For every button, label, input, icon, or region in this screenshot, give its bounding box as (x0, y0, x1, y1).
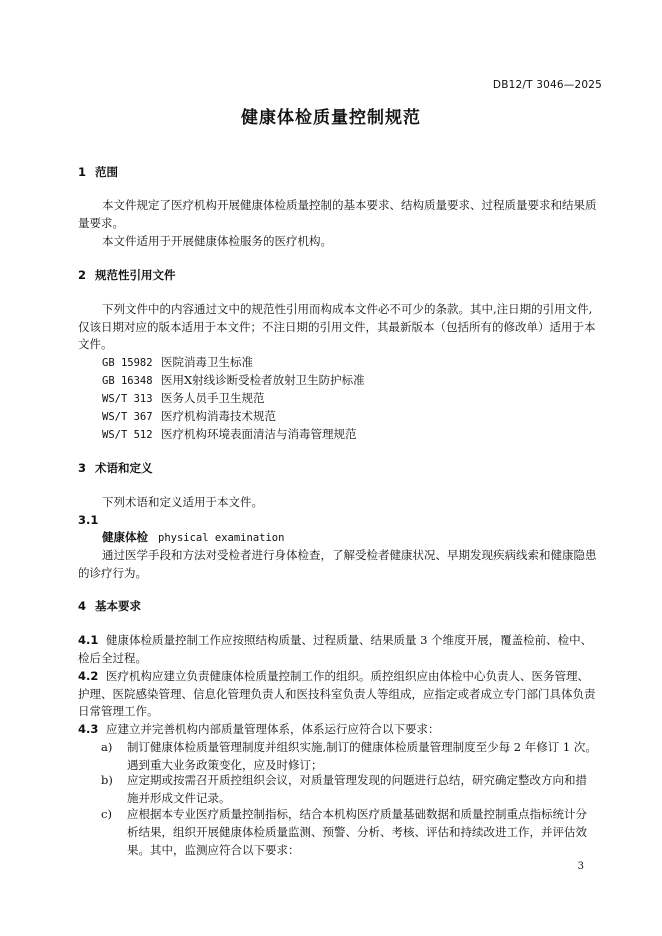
document-title: 健康体检质量控制规范 (241, 108, 421, 128)
list-item-text: 果。其中，监测应符合以下要求： (127, 843, 300, 857)
clause-4-1 (78, 632, 592, 648)
list-item-text: 遇到重大业务政策变化，应及时修订； (127, 758, 323, 772)
list-item-text: 应根据本专业医疗质量控制指标，结合本机构医疗质量基础数据和质量控制重点指标统计分 (127, 807, 587, 821)
standard-code: DB12/T 3046—2025 (492, 79, 602, 91)
paragraph-line: 本文件规定了医疗机构开展健康体检质量控制的基本要求、结构质量要求、过程质量要求和结果质 (102, 198, 597, 212)
clause-number: 4.3 (78, 722, 99, 736)
reference-item (102, 354, 253, 371)
clause-text: 应建立并完善机构内部质量管理体系，体系运行应符合以下要求： (106, 722, 440, 736)
reference-item (102, 372, 365, 389)
paragraph-line: 下列文件中的内容通过文中的规范性引用而构成本文件必不可少的条款。其中,注日期的引用文件, (102, 302, 593, 316)
reference-name: 医疗机构消毒技术规范 (161, 409, 276, 423)
definition-line: 通过医学手段和方法对受检者进行身体检查，了解受检者健康状况、早期发现疾病线索和健康隐患 (102, 548, 597, 562)
clause-4-2 (78, 668, 589, 684)
page-number: 3 (577, 861, 584, 872)
reference-name: 医疗机构环境表面清洁与消毒管理规范 (161, 427, 357, 441)
reference-item (102, 390, 265, 407)
paragraph-line: 日常管理工作。 (78, 704, 159, 718)
reference-item (102, 426, 357, 443)
paragraph-line: 护理、医院感染管理、信息化管理负责人和医技科室负责人等组成，应指定或者成立专门部门具体负责 (78, 687, 596, 701)
list-item-text: 析结果，组织开展健康体检质量监测、预警、分析、考核、评估和持续改进工作，并评估效 (127, 825, 587, 839)
term-chinese: 健康体检 (102, 530, 148, 544)
paragraph-line: 本文件适用于开展健康体检服务的医疗机构。 (102, 234, 332, 248)
section-title: 范围 (95, 165, 118, 179)
reference-code: WS/T 313 (102, 393, 153, 405)
section-title: 基本要求 (95, 599, 141, 613)
term-entry (102, 529, 284, 546)
paragraph-line: 检后全过程。 (78, 651, 147, 665)
section-title: 规范性引用文件 (95, 268, 176, 282)
reference-code: GB 16348 (102, 375, 153, 387)
clause-number: 4.2 (78, 669, 99, 683)
list-item-text: 制订健康体检质量管理制度并组织实施,制订的健康体检质量管理制度至少每 2 年修订 1 次。 (127, 740, 597, 754)
section-3-heading (78, 460, 153, 476)
paragraph-line: 下列术语和定义适用于本文件。 (102, 495, 263, 509)
reference-item (102, 408, 276, 425)
reference-code: WS/T 367 (102, 411, 153, 423)
section-number: 3 (78, 461, 87, 475)
section-number: 2 (78, 268, 87, 282)
list-item-label: b) (101, 773, 113, 787)
section-number: 4 (78, 599, 87, 613)
clause-text: 健康体检质量控制工作应按照结构质量、过程质量、结果质量 3 个维度开展，覆盖检前、检中、 (106, 633, 593, 647)
section-4-heading (78, 598, 141, 614)
list-item-label: c) (101, 807, 112, 821)
reference-name: 医务人员手卫生规范 (161, 391, 265, 405)
list-item-text: 应定期或按需召开质控组织会议，对质量管理发现的问题进行总结，研究确定整改方向和措 (127, 773, 587, 787)
paragraph-line: 仅该日期对应的版本适用于本文件；不注日期的引用文件，其最新版本（包括所有的修改单）适用于本 (78, 320, 596, 334)
list-item-label: a) (101, 740, 113, 754)
definition-line: 的诊疗行为。 (78, 566, 147, 580)
clause-number: 4.1 (78, 633, 99, 647)
reference-name: 医院消毒卫生标准 (161, 355, 253, 369)
reference-code: WS/T 512 (102, 429, 153, 441)
term-english: physical examination (158, 532, 285, 544)
paragraph-line: 文件。 (78, 337, 113, 351)
reference-code: GB 15982 (102, 357, 153, 369)
reference-name: 医用X射线诊断受检者放射卫生防护标准 (161, 373, 365, 387)
section-2-heading (78, 267, 176, 283)
section-1-heading (78, 164, 118, 180)
clause-text: 医疗机构应建立负责健康体检质量控制工作的组织。质控组织应由体检中心负责人、医务管理、 (106, 669, 589, 683)
term-number: 3.1 (78, 513, 99, 527)
section-number: 1 (78, 165, 87, 179)
list-item-text: 施并形成文件记录。 (127, 791, 231, 805)
paragraph-line: 量要求。 (78, 216, 124, 230)
clause-4-3 (78, 721, 440, 737)
section-title: 术语和定义 (95, 461, 153, 475)
